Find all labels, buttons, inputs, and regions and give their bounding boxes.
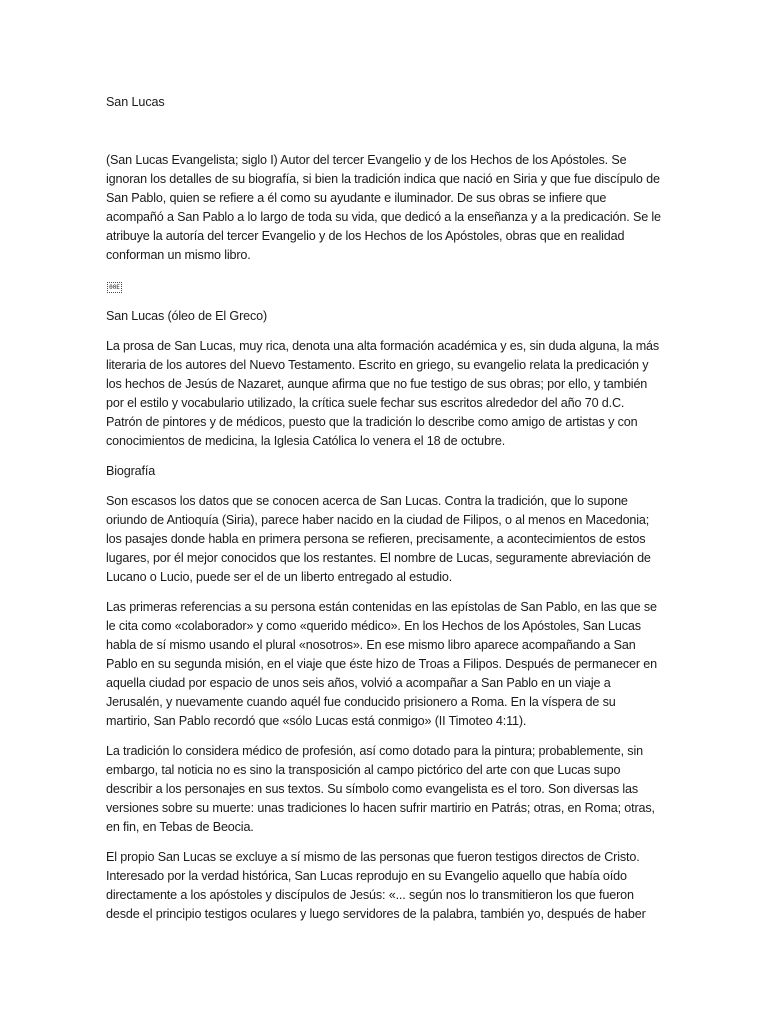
image-caption: San Lucas (óleo de El Greco) bbox=[106, 309, 268, 323]
spacer bbox=[106, 265, 662, 276]
spacer bbox=[106, 481, 662, 492]
spacer bbox=[106, 451, 662, 462]
missing-image-icon: 00E bbox=[107, 282, 122, 293]
document-title: San Lucas bbox=[106, 95, 165, 109]
biography-paragraph-3: La tradición lo considera médico de profesión, así como dotado para la pintura; probablemente, sin embargo, tal noticia no es sino la transposición al campo pictórico del arte con que Lucas supo describir a los personajes en sus textos. Su símbolo como evangelista es el toro. Son diversas las versiones sobre su muerte: unas tradiciones lo hacen sufrir martirio en Patrás; otras, en Roma; otras, en fin, en Tebas de Beocia. bbox=[106, 744, 655, 834]
section-heading-biografia: Biografía bbox=[106, 464, 156, 478]
spacer bbox=[106, 112, 662, 151]
spacer bbox=[106, 587, 662, 598]
spacer bbox=[106, 837, 662, 848]
biography-paragraph-4: El propio San Lucas se excluye a sí mismo de las personas que fueron testigos directos de Cristo. Interesado por la verdad histórica, San Lucas reprodujo en su Evangelio aquello que había oído directamente a los apóstoles y discípulos de Jesús: «... según nos lo transmitieron los que fueron desde el principio testigos oculares y luego servidores de la palabra, también yo, después de haber bbox=[106, 850, 646, 921]
document-page bbox=[106, 93, 662, 924]
spacer bbox=[106, 731, 662, 742]
intro-paragraph: (San Lucas Evangelista; siglo I) Autor del tercer Evangelio y de los Hechos de los Apóstoles. Se ignoran los detalles de su biografía, si bien la tradición indica que nació en Siria y que fue discípulo de San Pablo, quien se refiere a él como su ayudante e iluminador. De sus obras se infiere que acompañó a San Pablo a lo largo de toda su vida, que dedicó a la enseñanza y a la predicación. Se le atribuye la autoría del tercer Evangelio y de los Hechos de los Apóstoles, obras que en realidad conforman un mismo libro. bbox=[106, 153, 661, 262]
prose-paragraph: La prosa de San Lucas, muy rica, denota una alta formación académica y es, sin duda alguna, la más literaria de los autores del Nuevo Testamento. Escrito en griego, su evangelio relata la predicación y los hechos de Jesús de Nazaret, aunque afirma que no fue testigo de sus obras; por ello, y también por el estilo y vocabulario utilizado, la crítica suele fechar sus escritos alrededor del año 70 d.C. Patrón de pintores y de médicos, puesto que la tradición lo describe como amigo de artistas y con conocimientos de medicina, la Iglesia Católica lo venera el 18 de octubre. bbox=[106, 339, 660, 448]
image-placeholder-row bbox=[106, 276, 662, 296]
spacer bbox=[106, 326, 662, 337]
biography-paragraph-2: Las primeras referencias a su persona están contenidas en las epístolas de San Pablo, en las que se le cita como «colaborador» y como «querido médico». En los Hechos de los Apóstoles, San Lucas habla de sí mismo usando el plural «nosotros». En ese mismo libro aparece acompañando a San Pablo en su segunda misión, en el viaje que éste hizo de Troas a Filipos. Después de permanecer en aquella ciudad por espacio de unos seis años, volvió a acompañar a San Pablo en un viaje a Jerusalén, y nuevamente cuando aquél fue conducido prisionero a Roma. En la víspera de su martirio, San Pablo recordó que «sólo Lucas está conmigo» (II Timoteo 4:11). bbox=[106, 600, 657, 728]
biography-paragraph-1: Son escasos los datos que se conocen acerca de San Lucas. Contra la tradición, que lo supone oriundo de Antioquía (Siria), parece haber nacido en la ciudad de Filipos, o al menos en Macedonia; los pasajes donde habla en primera persona se refieren, precisamente, a acontecimientos de estos lugares, por él mejor conocidos que los restantes. El nombre de Lucas, seguramente abreviación de Lucano o Lucio, puede ser el de un liberto entregado al estudio. bbox=[106, 494, 651, 584]
spacer bbox=[106, 296, 662, 307]
